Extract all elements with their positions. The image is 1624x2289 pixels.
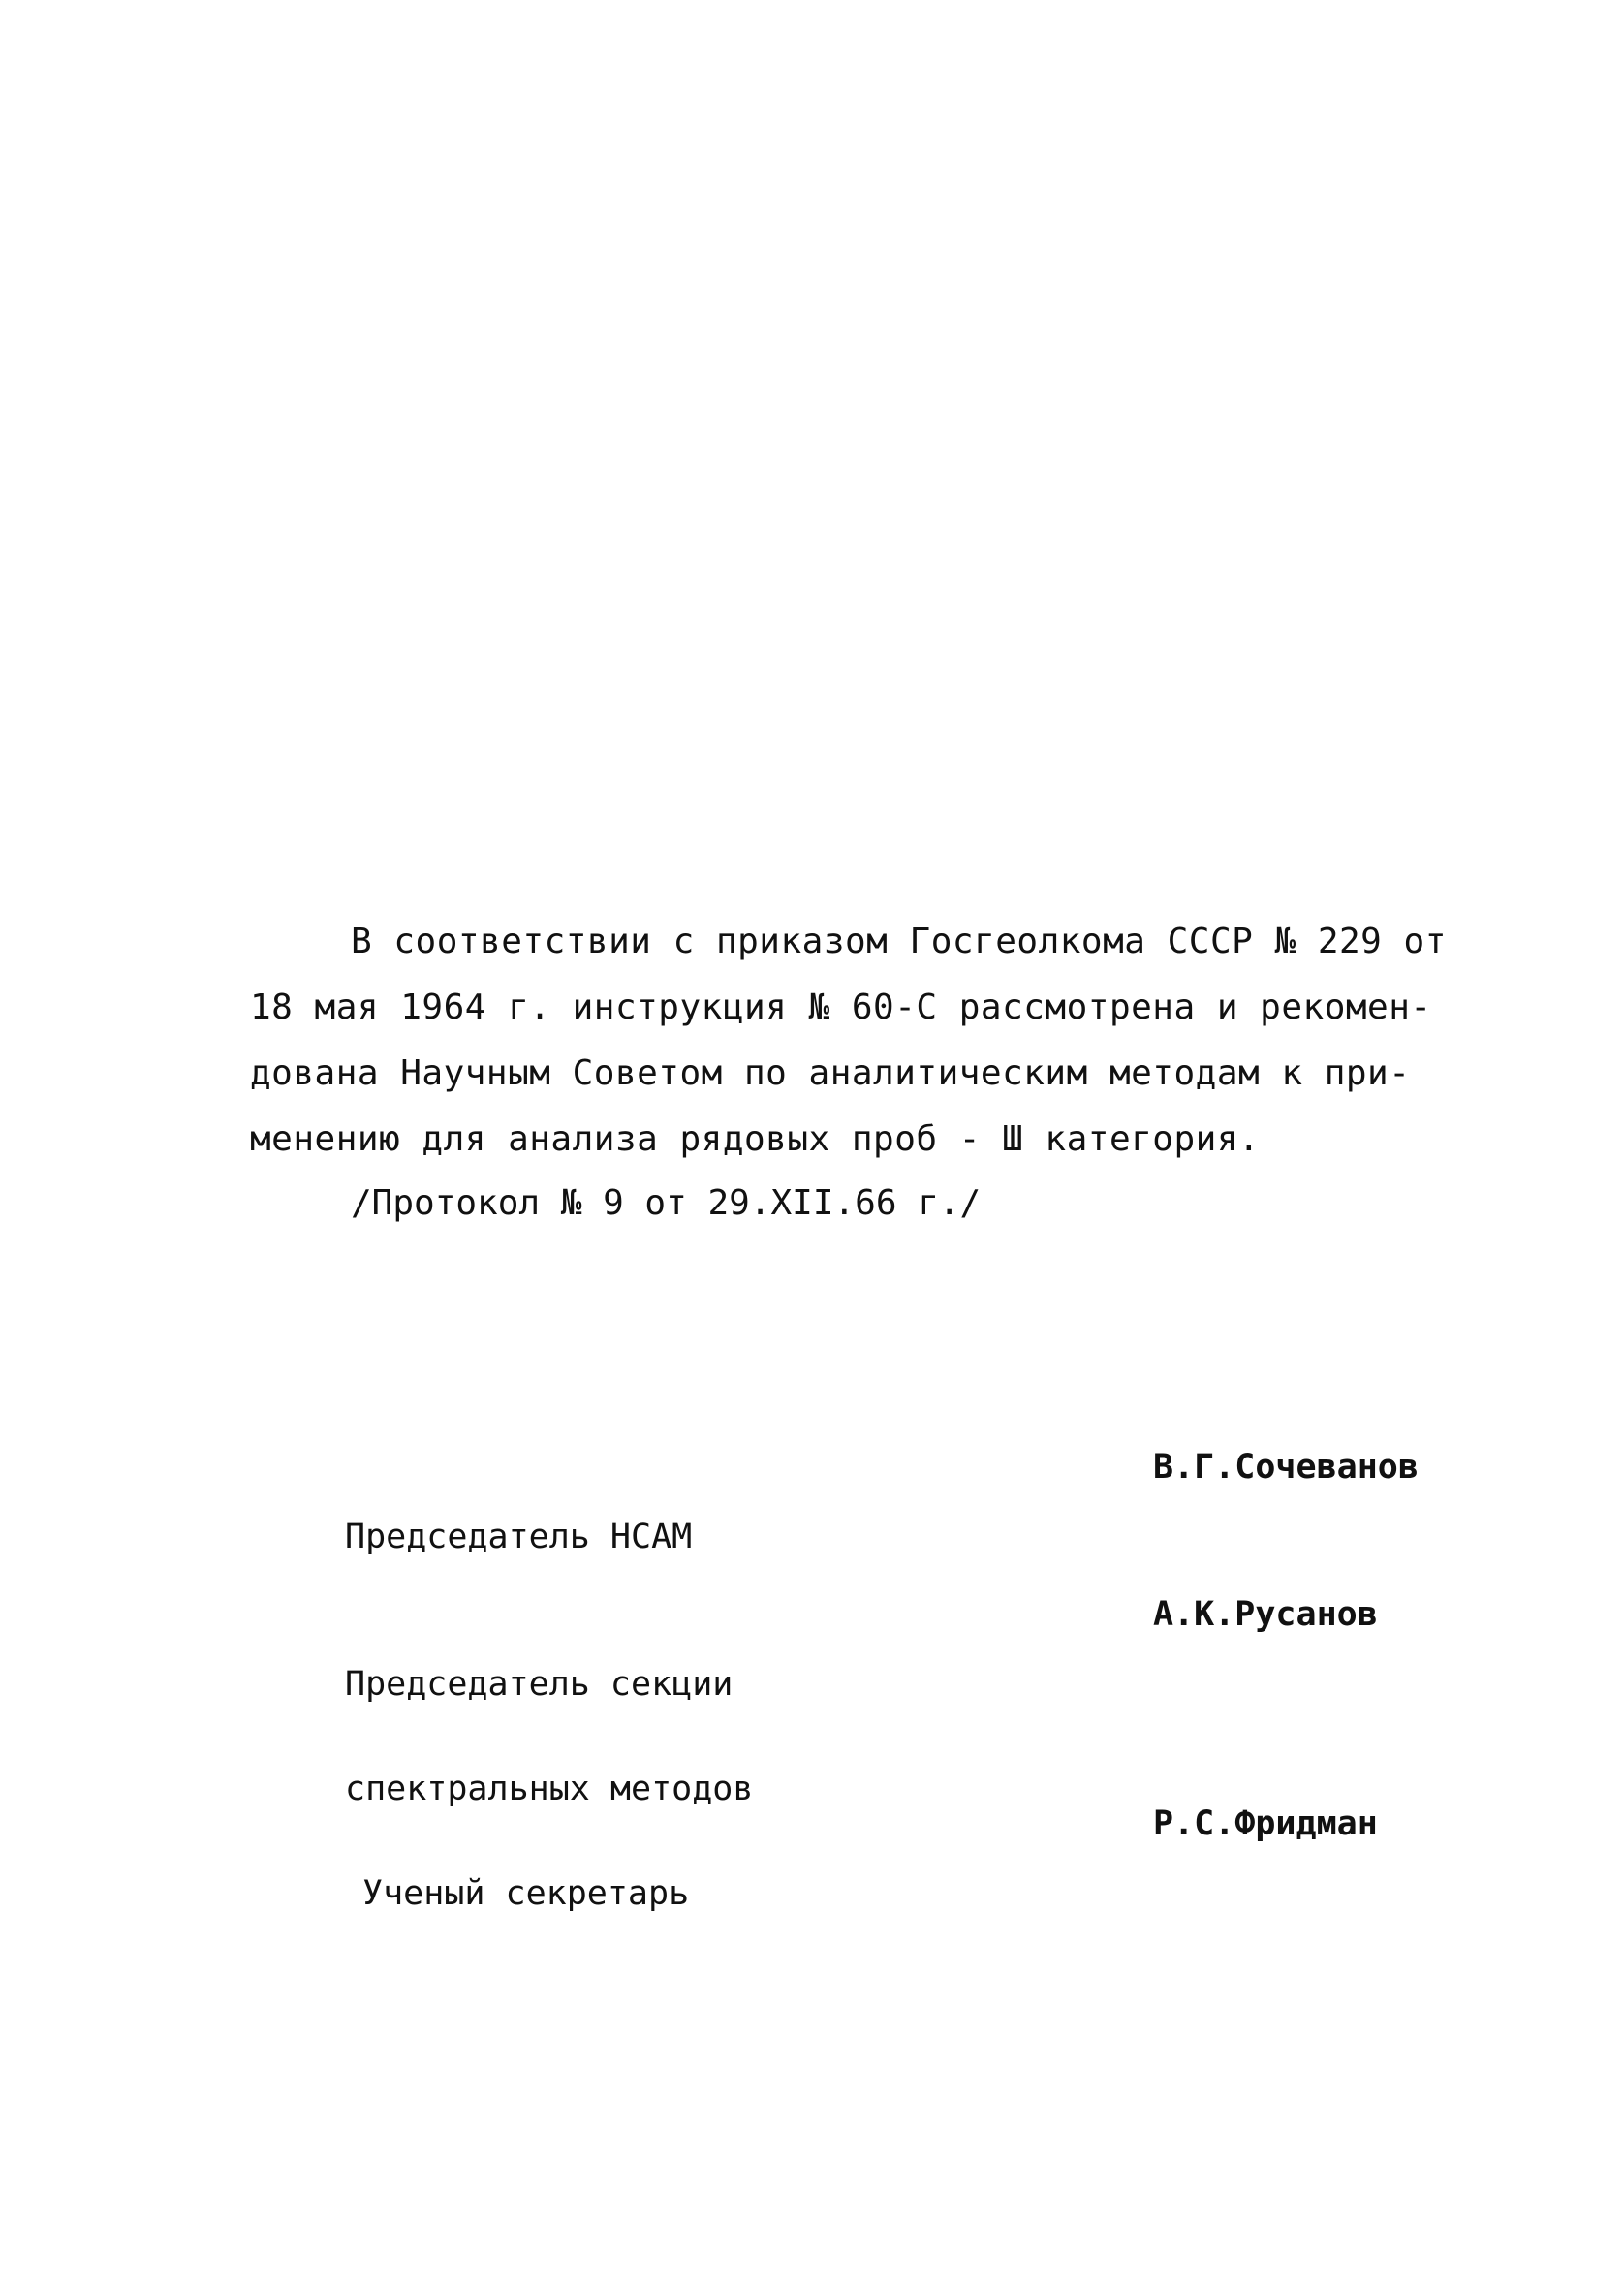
paragraph-line: дована Научным Советом по аналитическим методам к при- <box>250 1053 1411 1093</box>
paragraph-line: В соответствии с приказом Госгеолкома СССР № 229 от <box>351 922 1447 961</box>
signature-role-line: Председатель НСАМ <box>345 1518 693 1556</box>
signature-role-line: спектральных методов <box>345 1770 754 1808</box>
paragraph-line: менению для анализа рядовых проб - Ш категория. <box>250 1119 1261 1159</box>
paragraph-line: 18 мая 1964 г. инструкция № 60-С рассмотрена и рекомен- <box>250 988 1432 1027</box>
signature-role-line: Ученый секретарь <box>362 1874 690 1913</box>
signature-name-fridman: Р.С.Фридман <box>1153 1804 1378 1843</box>
signature-name-rusanov: А.К.Русанов <box>1153 1595 1378 1634</box>
approval-paragraph <box>250 909 1447 1173</box>
signature-role-line: Председатель секции <box>345 1665 734 1704</box>
signature-name-sochevanov: В.Г.Сочеванов <box>1153 1448 1419 1487</box>
signature-role-secretary <box>362 1806 689 1981</box>
protocol-reference: /Протокол № 9 от 29.XII.66 г./ <box>351 1183 982 1223</box>
